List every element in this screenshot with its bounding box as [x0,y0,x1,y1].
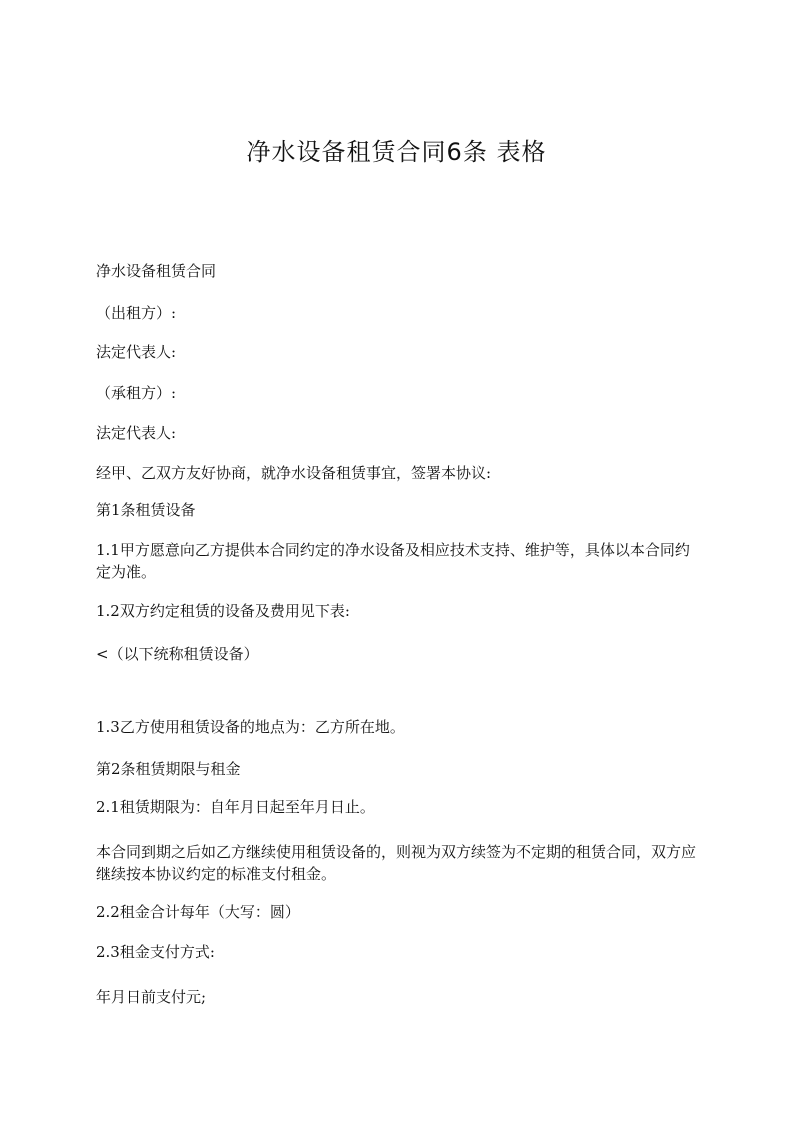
lessee-line: （承租方）: [96,384,177,402]
clause-2-2: 2.2租金合计每年（大写：圆） [96,903,300,921]
article-2-heading: 第2条租赁期限与租金 [96,760,241,778]
payment-date-line: 年月日前支付元; [96,988,207,1006]
lessor-line: （出租方）: [96,304,177,322]
clause-2-1: 2.1租赁期限为：自年月日起至年月日止。 [96,798,375,816]
clause-1-2: 1.2双方约定租赁的设备及费用见下表: [96,602,350,620]
article-1-heading: 第1条租赁设备 [96,501,196,519]
leased-equipment-note: <（以下统称租赁设备） [96,645,259,663]
clause-2-3: 2.3租金支付方式: [96,943,215,961]
renewal-paragraph: 本合同到期之后如乙方继续使用租赁设备的，则视为双方续签为不定期的租赁合同，双方应继续按本协议约定的标准支付租金。 [96,843,697,883]
clause-1-3: 1.3乙方使用租赁设备的地点为：乙方所在地。 [96,718,405,736]
lessor-representative-line: 法定代表人: [96,343,177,361]
contract-heading: 净水设备租赁合同 [96,262,217,280]
clause-1-1: 1.1甲方愿意向乙方提供本合同约定的净水设备及相应技术支持、维护等，具体以本合同约定为准。 [96,541,690,581]
lessee-representative-line: 法定代表人: [96,424,177,442]
preamble-paragraph: 经甲、乙双方友好协商，就净水设备租赁事宜，签署本协议: [96,464,492,482]
document-title: 净水设备租赁合同6条 表格 [246,138,547,166]
